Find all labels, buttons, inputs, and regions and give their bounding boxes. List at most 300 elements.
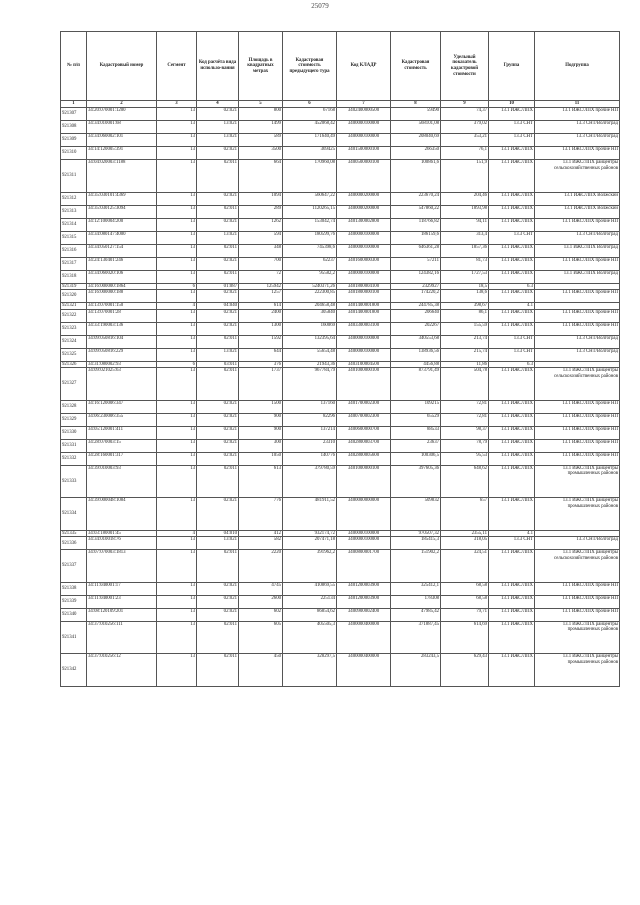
- row-number: 921332: [61, 452, 87, 465]
- subgroup-cell: [535, 530, 620, 537]
- group-cell: 13.1 ИЖС/ЛПХ: [489, 582, 535, 595]
- kladr-code-cell: 3402800003700: [337, 439, 391, 452]
- previous-cost-cell: 967784,79: [283, 368, 337, 401]
- col-header-subgroup: Подгруппа: [535, 32, 620, 101]
- area-cell: 1500: [239, 400, 283, 413]
- row-number: 921338: [61, 582, 87, 595]
- previous-cost-cell: 560647,22: [283, 192, 337, 205]
- cadastral-cost-cell: 88533: [391, 426, 441, 439]
- area-cell: 1592: [239, 335, 283, 348]
- kladr-code-cell: 3400000200000: [337, 192, 391, 205]
- segment-cell: 13: [157, 205, 197, 218]
- table-row: [61, 439, 620, 452]
- previous-cost-cell: 305840: [283, 309, 337, 322]
- specific-cost-cell: 74,37: [441, 108, 489, 121]
- subgroup-cell: 13.1 ИЖС/ЛПХ райцентры промышленных районов: [535, 621, 620, 654]
- kladr-code-cell: 3401200003900: [337, 582, 391, 595]
- previous-cost-cell: 67168: [283, 108, 337, 121]
- area-cell: 613: [239, 465, 283, 498]
- segment-cell: 13: [157, 348, 197, 361]
- group-cell: 13.1 ИЖС/ЛПХ: [489, 309, 535, 322]
- specific-cost-cell: 204,46: [441, 192, 489, 205]
- col-number: 10: [489, 101, 535, 108]
- specific-cost-cell: 18,5: [441, 283, 489, 290]
- table-row: [61, 290, 620, 303]
- row-number: 921334: [61, 498, 87, 531]
- cadastral-number-cell: 34:03:180001:45: [87, 530, 157, 537]
- specific-cost-cell: 98,37: [441, 426, 489, 439]
- area-cell: 348: [239, 244, 283, 257]
- previous-cost-cell: 132395,64: [283, 335, 337, 348]
- kladr-code-cell: 3400000100000: [337, 244, 391, 257]
- previous-cost-cell: 171640,49: [283, 134, 337, 147]
- usage-code-cell: 02:011: [197, 270, 239, 283]
- table-row: [61, 426, 620, 439]
- col-header-segment: Сегмент: [157, 32, 197, 101]
- previous-cost-cell: 23310: [283, 439, 337, 452]
- previous-cost-cell: 405505,3: [283, 621, 337, 654]
- previous-cost-cell: 328297,5: [283, 654, 337, 687]
- previous-cost-cell: 86854,62: [283, 608, 337, 621]
- usage-code-cell: 02:011: [197, 244, 239, 257]
- previous-cost-cell: 369425: [283, 147, 337, 160]
- area-cell: 1737: [239, 368, 283, 401]
- row-number: 921326: [61, 361, 87, 368]
- kladr-code-cell: 3403300003100: [337, 322, 391, 335]
- cadastral-number-cell: 34:34:050127:154: [87, 244, 157, 257]
- group-cell: 13.1 ИЖС/ЛПХ: [489, 290, 535, 303]
- previous-cost-cell: 160069: [283, 322, 337, 335]
- kladr-code-cell: 3400000100000: [337, 231, 391, 244]
- segment-cell: 13: [157, 498, 197, 531]
- usage-code-cell: 02:011: [197, 550, 239, 583]
- segment-cell: 13: [157, 121, 197, 134]
- previous-cost-cell: 153042,74: [283, 218, 337, 231]
- segment-cell: 13: [157, 244, 197, 257]
- table-row: [61, 400, 620, 413]
- cadastral-cost-cell: 124382,16: [391, 270, 441, 283]
- usage-code-cell: 02:011: [197, 335, 239, 348]
- segment-cell: 13: [157, 160, 197, 193]
- specific-cost-cell: 379,02: [441, 121, 489, 134]
- table-row: [61, 582, 620, 595]
- subgroup-cell: 13.1 ИЖС/ЛПХ райцентры сельскохозяйственных районов: [535, 550, 620, 583]
- cadastral-number-cell: 34:11:040001:17: [87, 582, 157, 595]
- segment-cell: 13: [157, 335, 197, 348]
- row-number: 921308: [61, 121, 87, 134]
- group-cell: 13.3 СНТ: [489, 121, 535, 134]
- cadastral-number-cell: 34:34:060020:106: [87, 270, 157, 283]
- specific-cost-cell: 614,69: [441, 621, 489, 654]
- subgroup-cell: 13.1 ИЖС/ЛПХ прочие НП: [535, 309, 620, 322]
- table-row: [61, 621, 620, 654]
- segment-cell: 6: [157, 283, 197, 290]
- usage-code-cell: 13:021: [197, 121, 239, 134]
- col-number: 5: [239, 101, 283, 108]
- row-number: 921340: [61, 608, 87, 621]
- area-cell: 700: [239, 257, 283, 270]
- subgroup-cell: 13.1 ИЖС/ЛПХ прочие НП: [535, 147, 620, 160]
- table-body: [61, 108, 620, 687]
- usage-code-cell: 02:021: [197, 439, 239, 452]
- col-header-previous-cost: Кадастровая стоимость предыдущего тура: [283, 32, 337, 101]
- table-row: [61, 654, 620, 687]
- segment-cell: 13: [157, 413, 197, 426]
- specific-cost-cell: 11,86: [441, 361, 489, 368]
- cadastral-number-cell: 34:24:130401:246: [87, 257, 157, 270]
- row-number: 921312: [61, 192, 87, 205]
- usage-code-cell: 02:021: [197, 108, 239, 121]
- col-header-group: Группа: [489, 32, 535, 101]
- kladr-code-cell: 3400000100000: [337, 134, 391, 147]
- kladr-code-cell: 3400600000700: [337, 426, 391, 439]
- group-cell: 13.1 ИЖС/ЛПХ: [489, 244, 535, 257]
- subgroup-cell: 13.1 ИЖС/ЛПХ прочие НП: [535, 108, 620, 121]
- kladr-code-cell: 3401800000100: [337, 290, 391, 303]
- table-row: [61, 550, 620, 583]
- kladr-code-cell: 3401000000100: [337, 368, 391, 401]
- usage-code-cell: 02:021: [197, 413, 239, 426]
- cadastral-number-cell: 34:16:000000:1864: [87, 283, 157, 290]
- col-number: 8: [391, 101, 441, 108]
- cadastral-cost-cell: 65529: [391, 413, 441, 426]
- specific-cost-cell: 68,58: [441, 595, 489, 608]
- specific-cost-cell: 504,78: [441, 368, 489, 401]
- group-cell: 13.1 ИЖС/ЛПХ: [489, 426, 535, 439]
- specific-cost-cell: 1893,98: [441, 205, 489, 218]
- kladr-code-cell: 3401700002300: [337, 400, 391, 413]
- col-header-kladr: Код КЛАДР: [337, 32, 391, 101]
- usage-code-cell: 02:011: [197, 465, 239, 498]
- specific-cost-cell: 155,59: [441, 322, 489, 335]
- kladr-code-cell: 3400000400000: [337, 654, 391, 687]
- cadastral-cost-cell: 970507,32: [391, 530, 441, 537]
- previous-cost-cell: 140776: [283, 452, 337, 465]
- cadastral-cost-cell: 568101,08: [391, 121, 441, 134]
- table-row: [61, 303, 620, 310]
- area-cell: 582: [239, 537, 283, 550]
- specific-cost-cell: 86,1: [441, 309, 489, 322]
- segment-cell: 13: [157, 654, 197, 687]
- group-cell: 13.1 ИЖС/ЛПХ: [489, 192, 535, 205]
- area-cell: 594: [239, 231, 283, 244]
- kladr-code-cell: 3400000100000: [337, 270, 391, 283]
- cadastral-cost-cell: 547860,22: [391, 205, 441, 218]
- table-header-row: [61, 32, 620, 101]
- cadastral-number-cell: 34:14:120005:391: [87, 147, 157, 160]
- kladr-code-cell: 3401500000100: [337, 147, 391, 160]
- kladr-code-cell: 3400500000100: [337, 160, 391, 193]
- usage-code-cell: 02:011: [197, 205, 239, 218]
- row-number: 921315: [61, 231, 87, 244]
- area-cell: 125942: [239, 283, 283, 290]
- cadastral-cost-cell: 2329927: [391, 283, 441, 290]
- usage-code-cell: 02:021: [197, 257, 239, 270]
- kladr-code-cell: 3400000200000: [337, 205, 391, 218]
- cadastral-number-cell: 34:13:070001:28: [87, 309, 157, 322]
- group-cell: 13.1 ИЖС/ЛПХ: [489, 147, 535, 160]
- cadastral-number-cell: 34:34:010018:76: [87, 537, 157, 550]
- cadastral-table: [60, 31, 620, 687]
- specific-cost-cell: 151,9: [441, 160, 489, 193]
- cadastral-cost-cell: 325412,1: [391, 582, 441, 595]
- kladr-code-cell: 3401800004100: [337, 283, 391, 290]
- area-cell: 664: [239, 160, 283, 193]
- cadastral-cost-cell: 109215: [391, 400, 441, 413]
- segment-cell: 13: [157, 309, 197, 322]
- segment-cell: 13: [157, 621, 197, 654]
- segment-cell: 13: [157, 439, 197, 452]
- subgroup-cell: 13.1 ИЖС/ЛПХ прочие НП: [535, 218, 620, 231]
- table-row: [61, 270, 620, 283]
- usage-code-cell: 02:021: [197, 608, 239, 621]
- row-number: 921325: [61, 348, 87, 361]
- cadastral-number-cell: 34:37:010256:12: [87, 654, 157, 687]
- row-number: 921317: [61, 257, 87, 270]
- specific-cost-cell: 318,05: [441, 537, 489, 550]
- subgroup-cell: 13.1 ИЖС/ЛПХ райцентры промышленных районов: [535, 654, 620, 687]
- specific-cost-cell: 629,43: [441, 654, 489, 687]
- previous-cost-cell: 225134: [283, 595, 337, 608]
- area-cell: 1094: [239, 192, 283, 205]
- table-row: [61, 257, 620, 270]
- col-header-area: Площадь в квадратных метрах: [239, 32, 283, 101]
- group-cell: 13.1 ИЖС/ЛПХ: [489, 413, 535, 426]
- specific-cost-cell: 72,81: [441, 413, 489, 426]
- segment-cell: 13: [157, 452, 197, 465]
- cadastral-number-cell: 34:05:120001:411: [87, 426, 157, 439]
- specific-cost-cell: 313,4: [441, 231, 489, 244]
- previous-cost-cell: 137214: [283, 426, 337, 439]
- kladr-code-cell: 3400700002300: [337, 413, 391, 426]
- previous-cost-cell: 1120265,15: [283, 205, 337, 218]
- kladr-code-cell: 3401400001800: [337, 309, 391, 322]
- group-cell: 13.1 ИЖС/ЛПХ: [489, 621, 535, 654]
- table-row: [61, 108, 620, 121]
- area-cell: 2400: [239, 309, 283, 322]
- col-header-no: № п/п: [61, 32, 87, 101]
- area-cell: 4745: [239, 582, 283, 595]
- group-cell: 13.1 ИЖС/ЛПХ: [489, 108, 535, 121]
- usage-code-cell: 02:011: [197, 621, 239, 654]
- segment-cell: 13: [157, 147, 197, 160]
- row-number: 921329: [61, 413, 87, 426]
- kladr-code-cell: 3403100004500: [337, 361, 391, 368]
- subgroup-cell: 13.1 ИЖС/ЛПХ прочие НП: [535, 322, 620, 335]
- previous-cost-cell: 137160: [283, 400, 337, 413]
- row-number: 921311: [61, 160, 87, 193]
- group-cell: 13.1 ИЖС/ЛПХ: [489, 498, 535, 531]
- table-row: [61, 283, 620, 290]
- cadastral-cost-cell: 185415,3: [391, 537, 441, 550]
- subgroup-cell: 13.1 ИЖС/ЛПХ прочие НП: [535, 452, 620, 465]
- cadastral-number-cell: 34:39:010003:93: [87, 465, 157, 498]
- segment-cell: 13: [157, 270, 197, 283]
- cadastral-number-cell: 34:35:030125:3094: [87, 205, 157, 218]
- kladr-code-cell: 3402800005600: [337, 452, 391, 465]
- kladr-code-cell: 3402400000500: [337, 108, 391, 121]
- group-cell: 13.1 ИЖС/ЛПХ: [489, 218, 535, 231]
- area-cell: 1262: [239, 218, 283, 231]
- previous-cost-cell: 180599,76: [283, 231, 337, 244]
- cadastral-number-cell: 34:34:080147:4000: [87, 231, 157, 244]
- area-cell: 800: [239, 108, 283, 121]
- segment-cell: 13: [157, 257, 197, 270]
- cadastral-cost-cell: 118766,82: [391, 218, 441, 231]
- cadastral-cost-cell: 283243,5: [391, 654, 441, 687]
- subgroup-cell: 13.1 ИЖС/ЛПХ Волжский: [535, 192, 620, 205]
- segment-cell: 13: [157, 322, 197, 335]
- specific-cost-cell: 353,21: [441, 134, 489, 147]
- group-cell: 13.1 ИЖС/ЛПХ: [489, 550, 535, 583]
- cadastral-cost-cell: 23637: [391, 439, 441, 452]
- subgroup-cell: 13.3 СНТ/Волгоград: [535, 537, 620, 550]
- segment-cell: 13: [157, 368, 197, 401]
- table-row: [61, 452, 620, 465]
- cadastral-number-cell: 34:33:190003:136: [87, 322, 157, 335]
- subgroup-cell: 13.1 ИЖС/ЛПХ прочие НП: [535, 400, 620, 413]
- usage-code-cell: 02:021: [197, 290, 239, 303]
- specific-cost-cell: 79,71: [441, 608, 489, 621]
- subgroup-cell: 13.1 ИЖС/ЛПХ райцентры сельскохозяйственных районов: [535, 160, 620, 193]
- group-cell: 13.3 СНТ: [489, 348, 535, 361]
- group-cell: 13.1 ИЖС/ЛПХ: [489, 654, 535, 687]
- row-number: 921321: [61, 303, 87, 310]
- col-header-usage-code: Код расчёта вида использо-вания: [197, 32, 239, 101]
- area-cell: 450: [239, 654, 283, 687]
- group-cell: 13.1 ИЖС/ЛПХ: [489, 452, 535, 465]
- specific-cost-cell: 2355,11: [441, 530, 489, 537]
- column-number-row: [61, 101, 620, 108]
- segment-cell: 13: [157, 108, 197, 121]
- subgroup-cell: 13.1 ИЖС/ЛПХ прочие НП: [535, 595, 620, 608]
- previous-cost-cell: 932174,72: [283, 530, 337, 537]
- table-row: [61, 192, 620, 205]
- group-cell: 13.3 СНТ: [489, 537, 535, 550]
- table-row: [61, 413, 620, 426]
- area-cell: 1050: [239, 452, 283, 465]
- group-cell: 13.1 ИЖС/ЛПХ: [489, 595, 535, 608]
- previous-cost-cell: 481911,52: [283, 498, 337, 531]
- table-row: [61, 309, 620, 322]
- segment-cell: 13: [157, 426, 197, 439]
- specific-cost-cell: 1727,53: [441, 270, 489, 283]
- group-cell: 13.1 ИЖС/ЛПХ: [489, 368, 535, 401]
- row-number: 921319: [61, 283, 87, 290]
- area-cell: 376: [239, 361, 283, 368]
- previous-cost-cell: 410869,55: [283, 582, 337, 595]
- cadastral-number-cell: 34:11:040001:23: [87, 595, 157, 608]
- cadastral-cost-cell: 186159,6: [391, 231, 441, 244]
- row-number: 921323: [61, 322, 87, 335]
- col-number: 3: [157, 101, 197, 108]
- row-number: 921333: [61, 465, 87, 498]
- col-header-cadastral-number: Кадастровый номер: [87, 32, 157, 101]
- group-cell: 13.1 ИЖС/ЛПХ: [489, 465, 535, 498]
- previous-cost-cell: 170960,08: [283, 160, 337, 193]
- row-number: 921316: [61, 244, 87, 257]
- cadastral-number-cell: 34:16:000000:188: [87, 290, 157, 303]
- area-cell: 412: [239, 530, 283, 537]
- table-row: [61, 361, 620, 368]
- cadastral-cost-cell: 4456,88: [391, 361, 441, 368]
- previous-cost-cell: 5240371,26: [283, 283, 337, 290]
- group-cell: 13.1 ИЖС/ЛПХ: [489, 400, 535, 413]
- specific-cost-cell: 213,74: [441, 335, 489, 348]
- kladr-code-cell: 3401200003900: [337, 595, 391, 608]
- subgroup-cell: 13.1 ИЖС/ЛПХ Волгоград: [535, 270, 620, 283]
- previous-cost-cell: 379780,59: [283, 465, 337, 498]
- row-number: 921342: [61, 654, 87, 687]
- usage-code-cell: 02:021: [197, 218, 239, 231]
- usage-code-cell: 04:010: [197, 530, 239, 537]
- subgroup-cell: 13.1 ИЖС/ЛПХ прочие НП: [535, 439, 620, 452]
- row-number: 921310: [61, 147, 87, 160]
- cadastral-number-cell: 34:34:010001:68: [87, 121, 157, 134]
- row-number: 921324: [61, 335, 87, 348]
- segment-cell: 13: [157, 231, 197, 244]
- specific-cost-cell: 94,11: [441, 218, 489, 231]
- subgroup-cell: 13.1 ИЖС/ЛПХ прочие НП: [535, 608, 620, 621]
- cadastral-cost-cell: 138936,56: [391, 348, 441, 361]
- usage-code-cell: 02:021: [197, 452, 239, 465]
- cadastral-cost-cell: 371887,45: [391, 621, 441, 654]
- kladr-code-cell: 3400000100000: [337, 335, 391, 348]
- segment-cell: 13: [157, 608, 197, 621]
- row-number: 921328: [61, 400, 87, 413]
- row-number: 921320: [61, 290, 87, 303]
- usage-code-cell: 02:021: [197, 147, 239, 160]
- segment-cell: 13: [157, 582, 197, 595]
- cadastral-number-cell: 34:07:070003:1813: [87, 550, 157, 583]
- specific-cost-cell: 657: [441, 498, 489, 531]
- table-row: [61, 335, 620, 348]
- previous-cost-cell: 21943,36: [283, 361, 337, 368]
- cadastral-number-cell: 34:39:000048:1084: [87, 498, 157, 531]
- group-cell: 13.1 ИЖС/ЛПХ: [489, 257, 535, 270]
- cadastral-cost-cell: 174220,2: [391, 290, 441, 303]
- usage-code-cell: 02:021: [197, 595, 239, 608]
- cadastral-number-cell: 34:28:070003:15: [87, 439, 157, 452]
- area-cell: 300: [239, 439, 283, 452]
- previous-cost-cell: 55654,48: [283, 348, 337, 361]
- usage-code-cell: 02:021: [197, 582, 239, 595]
- row-number: 921307: [61, 108, 87, 121]
- cadastral-cost-cell: 397605,36: [391, 465, 441, 498]
- kladr-code-cell: 3400000400000: [337, 621, 391, 654]
- row-number: 921309: [61, 134, 87, 147]
- table-row: [61, 595, 620, 608]
- usage-code-cell: 02:021: [197, 309, 239, 322]
- group-cell: 13.1 ИЖС/ЛПХ: [489, 160, 535, 193]
- col-number: 11: [535, 101, 620, 108]
- area-cell: 72: [239, 270, 283, 283]
- usage-code-cell: 02:011: [197, 160, 239, 193]
- previous-cost-cell: 95582,2: [283, 270, 337, 283]
- subgroup-cell: [535, 361, 620, 368]
- kladr-code-cell: 3401300002800: [337, 218, 391, 231]
- table-row: [61, 160, 620, 193]
- cadastral-number-cell: 34:28:160001:317: [87, 452, 157, 465]
- subgroup-cell: 13.3 СНТ/Волгоград: [535, 348, 620, 361]
- table-row: [61, 147, 620, 160]
- group-cell: 13.1 ИЖС/ЛПХ: [489, 439, 535, 452]
- cadastral-cost-cell: 206640: [391, 309, 441, 322]
- cadastral-cost-cell: 340553,68: [391, 335, 441, 348]
- cadastral-number-cell: 34:20:070001:1200: [87, 108, 157, 121]
- cadastral-number-cell: 34:34:060002:101: [87, 134, 157, 147]
- subgroup-cell: 13.3 СНТ/Волгоград: [535, 231, 620, 244]
